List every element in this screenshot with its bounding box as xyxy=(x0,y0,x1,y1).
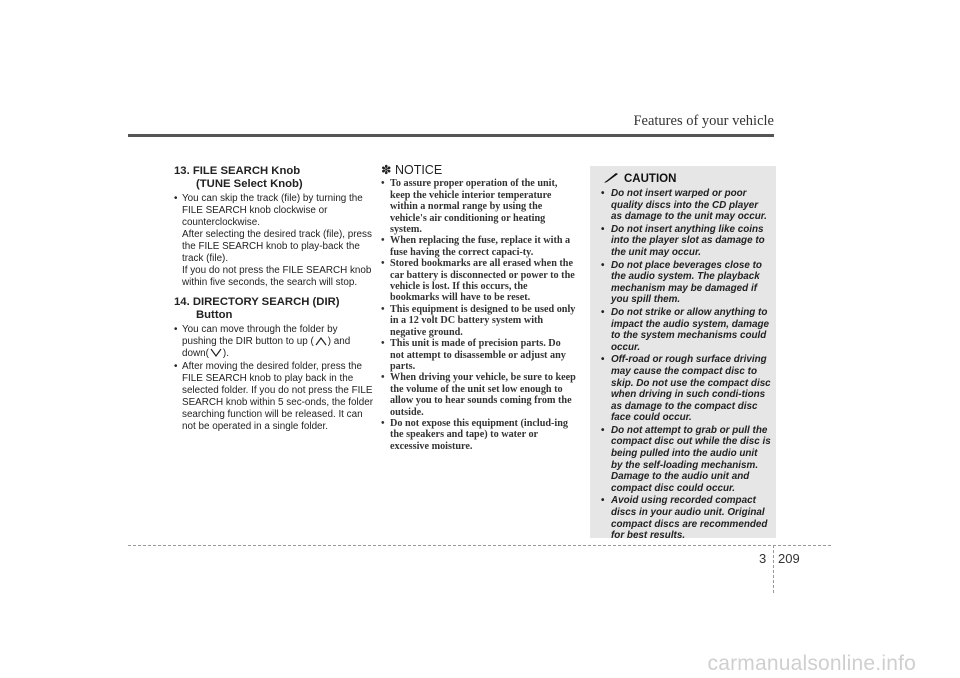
list-item: • To assure proper operation of the unit, keep the vehicle interior temperature within a normal range by using the vehicle's air conditioning or heating system. xyxy=(381,178,576,235)
list-item: • You can move through the folder by pushing the DIR button to up ( ) and down( ). xyxy=(174,324,374,360)
caution-box xyxy=(590,166,776,542)
list-item: • Avoid using recorded compact discs in your audio unit. Original compact discs are recommended for best results. xyxy=(599,495,771,541)
list-item: • This unit is made of precision parts. Do not attempt to disassemble or adjust any parts. xyxy=(381,338,576,372)
chevron-up-icon xyxy=(314,336,328,346)
section-13-list xyxy=(174,193,374,289)
notice-list xyxy=(381,178,576,452)
footer-divider xyxy=(773,545,774,593)
section-14-heading: 14. DIRECTORY SEARCH (DIR) Button xyxy=(174,296,340,321)
column-controls xyxy=(174,165,374,440)
chapter-number: 3 xyxy=(759,551,767,566)
section-13-heading: 13. FILE SEARCH Knob (TUNE Select Knob) xyxy=(174,165,303,190)
footer-rule xyxy=(128,545,831,546)
header-rule xyxy=(128,134,774,137)
list-item: • You can skip the track (file) by turning the FILE SEARCH knob clockwise or counterclockwise. After selecting the desired track (file), press the FILE SEARCH knob to play-back the track (file). If you do not press the FILE SEARCH knob within five seconds, the search will stop. xyxy=(174,193,374,289)
list-item: • When driving your vehicle, be sure to keep the volume of the unit set low enough to allow you to hear sounds coming from the outside. xyxy=(381,372,576,418)
list-item: • When replacing the fuse, replace it with a fuse having the correct capaci-ty. xyxy=(381,235,576,258)
list-item: • Stored bookmarks are all erased when the car battery is disconnected or power to the vehicle is lost. If this occurs, the bookmarks will have to be reset. xyxy=(381,258,576,304)
caution-title: CAUTION xyxy=(604,173,676,185)
page-number: 209 xyxy=(778,551,800,566)
notice-title: ✽ NOTICE xyxy=(381,163,443,177)
list-item: • This equipment is designed to be used only in a 12 volt DC battery system with negative ground. xyxy=(381,304,576,338)
list-item: • Do not strike or allow anything to impact the audio system, damage to the system mechanisms could occur. xyxy=(599,307,771,353)
pencil-icon xyxy=(604,173,620,183)
list-item: • Do not insert anything like coins into the player slot as damage to the unit may occur. xyxy=(599,224,771,259)
list-item: • After moving the desired folder, press the FILE SEARCH knob to play back in the selected folder. If you do not press the FILE SEARCH knob within 5 sec-onds, the folder searching function will be released. It can not be operated in a single folder. xyxy=(174,361,374,433)
caution-list xyxy=(599,188,771,543)
notice-box xyxy=(381,165,576,452)
running-header: Features of your vehicle xyxy=(633,113,774,129)
list-item: • Do not attempt to grab or pull the compact disc out while the disc is being pulled into the audio unit by the self-loading mechanism. Damage to the audio unit and compact disc could occur. xyxy=(599,425,771,495)
list-item: • Do not insert warped or poor quality discs into the CD player as damage to the unit may occur. xyxy=(599,188,771,223)
watermark: carmanualsonline.info xyxy=(707,652,916,675)
section-14-list xyxy=(174,324,374,433)
list-item: • Do not place beverages close to the audio system. The playback mechanism may be damaged if you spill them. xyxy=(599,260,771,306)
list-item: • Do not expose this equipment (includ-ing the speakers and tape) to water or excessive moisture. xyxy=(381,418,576,452)
list-item: • Off-road or rough surface driving may cause the compact disc to skip. Do not use the compact disc when driving in such condi-tions as damage to the compact disc face could occur. xyxy=(599,354,771,424)
chevron-down-icon xyxy=(209,348,223,358)
